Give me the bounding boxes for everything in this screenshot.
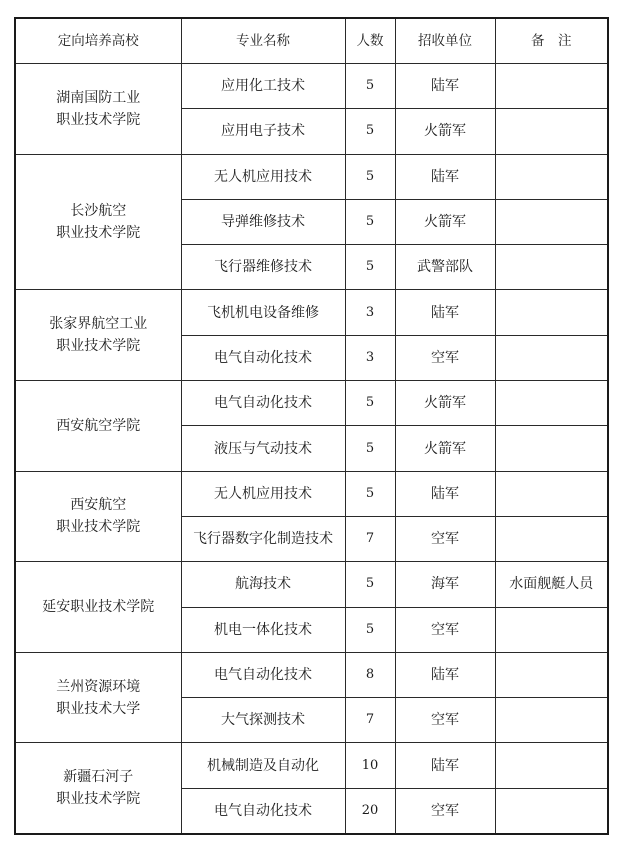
school-name-line: 兰州资源环境	[56, 678, 141, 695]
unit-cell: 空军	[395, 788, 495, 834]
unit-cell: 空军	[395, 698, 495, 743]
major-cell: 电气自动化技术	[181, 788, 345, 834]
unit-cell: 陆军	[395, 64, 495, 109]
school-cell	[15, 154, 181, 290]
school-cell	[15, 471, 181, 562]
school-name-line: 延安职业技术学院	[42, 599, 155, 616]
note-cell	[495, 64, 608, 109]
unit-cell: 火箭军	[395, 381, 495, 426]
count-cell: 3	[345, 290, 395, 335]
note-cell	[495, 516, 608, 561]
unit-cell: 陆军	[395, 743, 495, 788]
major-cell: 电气自动化技术	[181, 381, 345, 426]
count-cell: 5	[345, 562, 395, 607]
major-cell: 应用化工技术	[181, 64, 345, 109]
school-cell	[15, 64, 181, 155]
count-cell: 5	[345, 381, 395, 426]
major-cell: 飞行器维修技术	[181, 245, 345, 290]
school-name-line: 长沙航空	[70, 203, 127, 220]
count-cell: 7	[345, 516, 395, 561]
count-cell: 5	[345, 109, 395, 154]
school-name-line: 西安航空学院	[56, 417, 141, 434]
unit-cell: 空军	[395, 516, 495, 561]
major-cell: 电气自动化技术	[181, 652, 345, 697]
count-cell: 3	[345, 335, 395, 380]
note-cell	[495, 290, 608, 335]
school-name-line: 新疆石河子	[63, 769, 134, 786]
enrollment-table	[14, 17, 609, 835]
note-cell	[495, 698, 608, 743]
unit-cell: 海军	[395, 562, 495, 607]
unit-cell: 空军	[395, 607, 495, 652]
unit-cell: 陆军	[395, 290, 495, 335]
note-cell: 水面舰艇人员	[495, 562, 608, 607]
table-row	[15, 652, 608, 697]
school-name-line: 张家界航空工业	[49, 316, 148, 333]
note-cell	[495, 199, 608, 244]
count-cell: 5	[345, 64, 395, 109]
major-cell: 大气探测技术	[181, 698, 345, 743]
table-row	[15, 743, 608, 788]
school-name-line: 职业技术大学	[56, 700, 141, 717]
major-cell: 机电一体化技术	[181, 607, 345, 652]
note-cell	[495, 381, 608, 426]
note-cell	[495, 652, 608, 697]
count-cell: 5	[345, 471, 395, 516]
table-body	[15, 64, 608, 835]
unit-cell: 火箭军	[395, 199, 495, 244]
header-count: 人数	[345, 18, 395, 64]
school-name-line: 湖南国防工业	[56, 89, 141, 106]
table-row	[15, 290, 608, 335]
major-cell: 液压与气动技术	[181, 426, 345, 471]
school-name-line: 西安航空	[70, 497, 127, 514]
school-cell	[15, 652, 181, 743]
note-cell	[495, 788, 608, 834]
table-row	[15, 562, 608, 607]
table-row	[15, 154, 608, 199]
major-cell: 飞机机电设备维修	[181, 290, 345, 335]
count-cell: 8	[345, 652, 395, 697]
count-cell: 10	[345, 743, 395, 788]
unit-cell: 火箭军	[395, 426, 495, 471]
count-cell: 5	[345, 426, 395, 471]
major-cell: 无人机应用技术	[181, 471, 345, 516]
school-cell	[15, 290, 181, 381]
school-name-line: 职业技术学院	[56, 338, 141, 355]
count-cell: 5	[345, 199, 395, 244]
header-unit: 招收单位	[395, 18, 495, 64]
unit-cell: 陆军	[395, 471, 495, 516]
school-cell	[15, 381, 181, 472]
unit-cell: 陆军	[395, 652, 495, 697]
table-row	[15, 471, 608, 516]
note-cell	[495, 245, 608, 290]
count-cell: 20	[345, 788, 395, 834]
header-school: 定向培养高校	[15, 18, 181, 64]
note-cell	[495, 109, 608, 154]
major-cell: 飞行器数字化制造技术	[181, 516, 345, 561]
major-cell: 机械制造及自动化	[181, 743, 345, 788]
header-major: 专业名称	[181, 18, 345, 64]
note-cell	[495, 426, 608, 471]
unit-cell: 武警部队	[395, 245, 495, 290]
school-name-line: 职业技术学院	[56, 225, 141, 242]
school-name-line: 职业技术学院	[56, 791, 141, 808]
count-cell: 5	[345, 154, 395, 199]
enrollment-table-container	[14, 17, 609, 835]
major-cell: 应用电子技术	[181, 109, 345, 154]
count-cell: 5	[345, 607, 395, 652]
note-cell	[495, 335, 608, 380]
table-row	[15, 381, 608, 426]
unit-cell: 陆军	[395, 154, 495, 199]
header-row	[15, 18, 608, 64]
major-cell: 导弹维修技术	[181, 199, 345, 244]
count-cell: 5	[345, 245, 395, 290]
major-cell: 电气自动化技术	[181, 335, 345, 380]
count-cell: 7	[345, 698, 395, 743]
note-cell	[495, 154, 608, 199]
school-cell	[15, 562, 181, 653]
major-cell: 航海技术	[181, 562, 345, 607]
major-cell: 无人机应用技术	[181, 154, 345, 199]
note-cell	[495, 743, 608, 788]
school-name-line: 职业技术学院	[56, 111, 141, 128]
header-note: 备 注	[495, 18, 608, 64]
note-cell	[495, 471, 608, 516]
school-cell	[15, 743, 181, 834]
unit-cell: 火箭军	[395, 109, 495, 154]
note-cell	[495, 607, 608, 652]
school-name-line: 职业技术学院	[56, 519, 141, 536]
table-row	[15, 64, 608, 109]
unit-cell: 空军	[395, 335, 495, 380]
